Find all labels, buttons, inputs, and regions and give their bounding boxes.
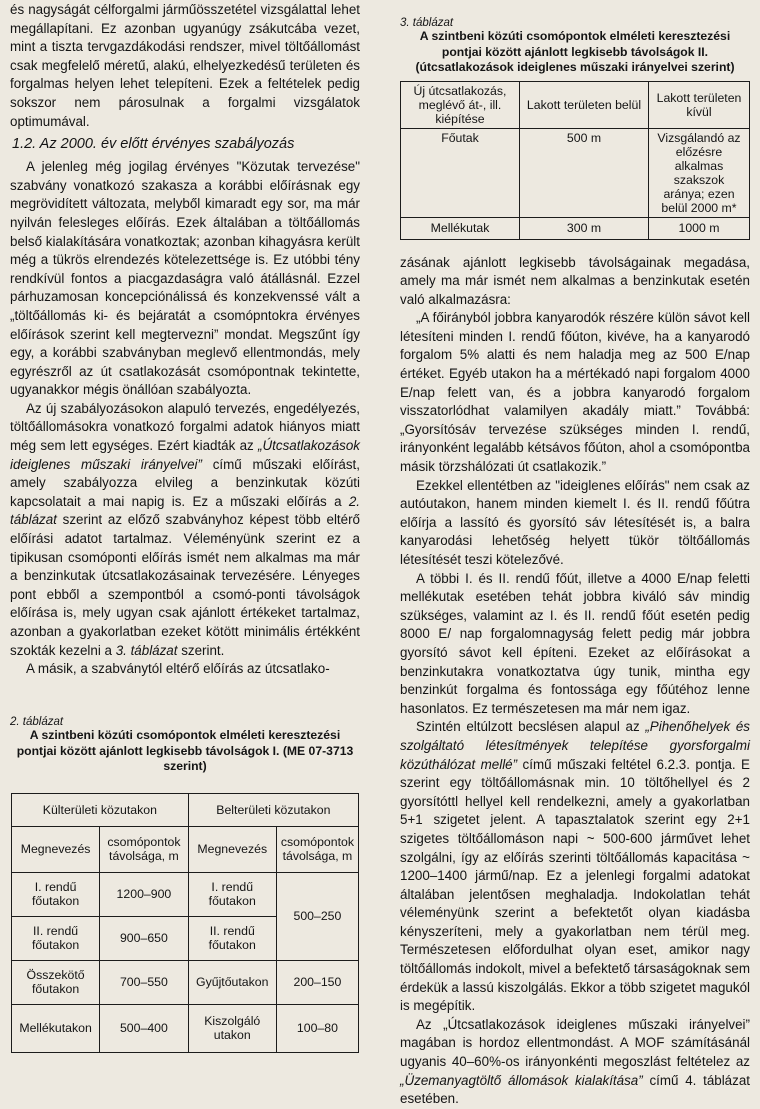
table3-reference: 3. táblázat <box>115 642 178 658</box>
paragraph-guidelines: Az új szabályozásokon alapuló tervezés, engedélyezés, töltőállomásokra vonatkozó forgalmi adatok hiányos miatt még sem lett egységes. Ezért kiadták az „Útcsatlakozások ideiglenes műszaki irányelvei” című műszaki előírást, amely szabályozza elvileg a benzinkutak közúti kapcsolatait a mai napig is. Ez a műszaki előírás a 2. táblázat szerint az előző szabványhoz képest több eltérő előírási adatot tartalmaz. Véleményünk szerint ez a tipikusan csomóponti előírás ismét nem alkalmas ma már a benzinkutak útcsatlakozásainak tervezésére. Lényeges pont ebből a szempontból a csomó-ponti távolságok előírása is, mely ugyan csak ajánlott értékeket tartalmaz, azonban a gyakorlatban ezeket kötött minimális értékként szokták kezelni a 3. táblázat szerint. <box>10 400 360 658</box>
paragraph-temporary: Ezekkel ellentétben az "ideiglenes előírás" nem csak az autóutakon, hanem minden kiemelt I. és II. rendű főútra előírja a lassító és gyorsító sáv létesítését is, a balra kanyarodási lehetőség helyett tükör töltőállomás létesítését teszi kötelezővé. <box>400 477 750 567</box>
table2-block <box>10 716 360 1053</box>
table-row: I. rendű főutakon 1200–900 I. rendű főutakon 500–250 <box>12 872 359 916</box>
intro-paragraph: és nagyságát célforgalmi járműösszetétel vizsgálattal lehet megállapítani. Ez azonban ugyanúgy zsákutcába vezet, mint a tiszta tervgazdákodási rendszer, mivel töltőállomást csak megfelelő méretű, alakú, elhelyezkedésű területen és forgalmas helyen lehet telepíteni. Ezek a feltételek pedig sokszor nem párosulnak a forgalmi vizsgálatok optimumával. <box>10 2 360 129</box>
table-row: II. rendű főutakon 900–650 II. rendű főutakon <box>12 916 359 960</box>
table2-caption: 2. táblázat <box>10 716 64 728</box>
paragraph-continuation: zásának ajánlott legkisebb távolságainak megadása, amely ma már ismét nem alkalmas a benzinkutak esetén való alkalmazásra: <box>400 254 750 307</box>
left-column <box>10 0 360 1042</box>
table2-title: A szintbeni közúti csomópontok elméleti keresztezési pontjai között ajánlott legkisebb távolságok I. (ME 07-3713 szerint) <box>16 728 354 773</box>
guideline-title: „Útcsatlakozások ideiglenes műszaki irányelvei” <box>10 438 360 472</box>
table2 <box>11 793 359 1053</box>
table2-group-left: Külterületi közutakon <box>12 793 189 826</box>
paragraph-quote: „A főirányból jobbra kanyarodók részére külön sávot kell létesíteni minden I. rendű főúton, kivéve, ha a kanyarodó forgalom 5% alatti és nem haladja meg az 500 E/nap értéket. Egyéb utakon ha a mértékadó napi forgalom 4000 E/nap felett van, és a jobbra kanyarodó forgalom visszatorlódhat valamilyen akadály miatt.” Továbbá: „Gyorsítósáv tervezése szükséges minden I. rendű, irányonként legalább kétsávos főúton, ahol a csomópontba másik törzshálózati út csatlakozik.” <box>400 310 750 475</box>
table3-caption: 3. táblázat <box>400 17 454 29</box>
table3-block <box>400 17 750 240</box>
table3 <box>400 81 750 240</box>
table2-reference: 2. táblázat <box>10 493 360 528</box>
table2-group-right: Belterületi közutakon <box>188 793 358 826</box>
table-row: Főutak 500 m Vizsgálandó az előzésre alkalmas szakszok aránya; ezen belül 2000 m* <box>401 128 750 217</box>
table3-title: A szintbeni közúti csomópontok elméleti keresztezési pontjai között ajánlott legkisebb távolságok II. (útcsatlakozások ideiglenes műszaki irányelvei szerint) <box>415 29 735 74</box>
paragraph-standard: A jelenleg még jogilag érvényes "Közutak tervezése" szabvány vonatkozó szakasza a korábbi előírásnak egy megrövidített változata, melyből kimaradt egy sor, ma már nyilván felesleges előírás. Ezek általában a töltőállomás belső kialakítására vonatkoztak; azonban kihagyásra került még a tükrös elrendezés kötelezettsége is. Ez utóbbi tény rendkívül fontos a piacgazdaságra való átállásnál. Ezzel párhuzamosan koncepciónálissá és konzekvenssé vált a „töltőállomás ki- és bejáratát a csomópntokra érvényes előírások szerint kell megtervezni” mondat. Megszűnt így egy, a korábbi szabványban meglevő ellentmondás, mely egyrészről az út csatlakozását csomópontnak tekintette, ugyanakkor mégis önállóan szabályozta. <box>10 159 360 398</box>
table3-col-inside: Lakott területen belül <box>520 81 649 128</box>
paragraph-main-roads: A többi I. és II. rendű főút, illetve a 4000 E/nap feletti mellékutak esetében tehát jobbra kiváló sáv mindig szükséges, valamint az I. és II. rendű főút esetén pedig 8000 E/ nap forgalomnagyság felett pedig már jobbra gyorsító sávot kell építeni. Ezeket az előírásokat a benzinkutakra vonatkoztatva úgy tunik, mintha egy benzinkút forgalma és fontossága egy főútéhoz lenne hasonlatos. Ez természetesen ma már nem igaz. <box>400 570 750 716</box>
rest-area-title: „Pihenőhelyek és szolgáltató létesítmények telepítése gyorsforgalmi közúthálózat mellé” <box>400 719 750 772</box>
right-column <box>400 0 750 1109</box>
fuel-station-title: „Üzemanyagtöltő állomások kialakítása” <box>400 1072 643 1088</box>
table2-col-name: Megnevezés <box>188 826 276 872</box>
table2-col-dist: csomópontok távolsága, m <box>276 826 358 872</box>
table-row: Összekötő főutakon 700–550 Gyűjtőutakon 200–150 <box>12 960 359 1004</box>
section-heading: 1.2. Az 2000. év előtt érvényes szabályozás <box>12 136 295 153</box>
table3-col-outside: Lakott területen kívül <box>649 81 750 128</box>
table2-col-name: Megnevezés <box>12 826 100 872</box>
paragraph-rest-areas: Szintén eltúlzott becslésen alapul az „Pihenőhelyek és szolgáltató létesítmények telepítése gyorsforgalmi közúthálózat mellé” című műszaki feltétel 6.2.3. pontja. E szerint egy töltőállomásnak min. 10 töltőhellyel és 2 gyorsítóttl hellyel kell rendelkezni, amely a gyakorlatban 5+1 szigetet jelent. A tapasztalatok szerint egy 2+1 szigetes töltőállomáson napi ~ 500-600 járművet lehet szolgálni, így az előírás szerinti töltőállomás kapacitása ~ 1200–1400 jármű/nap. Ez a jelenlegi forgalmi adatokat általában jelentősen meghaladja. Indokolatlan tehát véleményünk szerint a befektetőt olyan kiadásba kényszeríteni, mely a gyakorlatban nem térül meg. Természetesen előfordulhat olyan eset, amikor nagy töltőállomás indokolt, mivel a befektető társaságoknak sem érdekük a lassú kiszolgálás. Ekkor a több szigetet magukól is megépítik. <box>400 719 750 1014</box>
table3-col-connection: Új útcsatlakozás, meglévő át-, ill. kiépítése <box>401 81 520 128</box>
table2-col-dist: csomópontok távolsága, m <box>100 826 188 872</box>
table-row: Mellékutakon 500–400 Kiszolgáló utakon 100–80 <box>12 1004 359 1052</box>
paragraph-contradiction: Az „Útcsatlakozások ideiglenes műszaki irányelvei” magában is hordoz ellentmondást. A MOF számításánál ugyanis 40–60%-os irányonkénti megoszlást feltételez az „Üzemanyagtöltő állomások kialakítása” című 4. táblázat esetében. <box>400 1016 750 1107</box>
paragraph-other: A másik, a szabványtól eltérő előírás az útcsatlako- <box>26 661 330 677</box>
table-row: Mellékutak 300 m 1000 m <box>401 217 750 239</box>
